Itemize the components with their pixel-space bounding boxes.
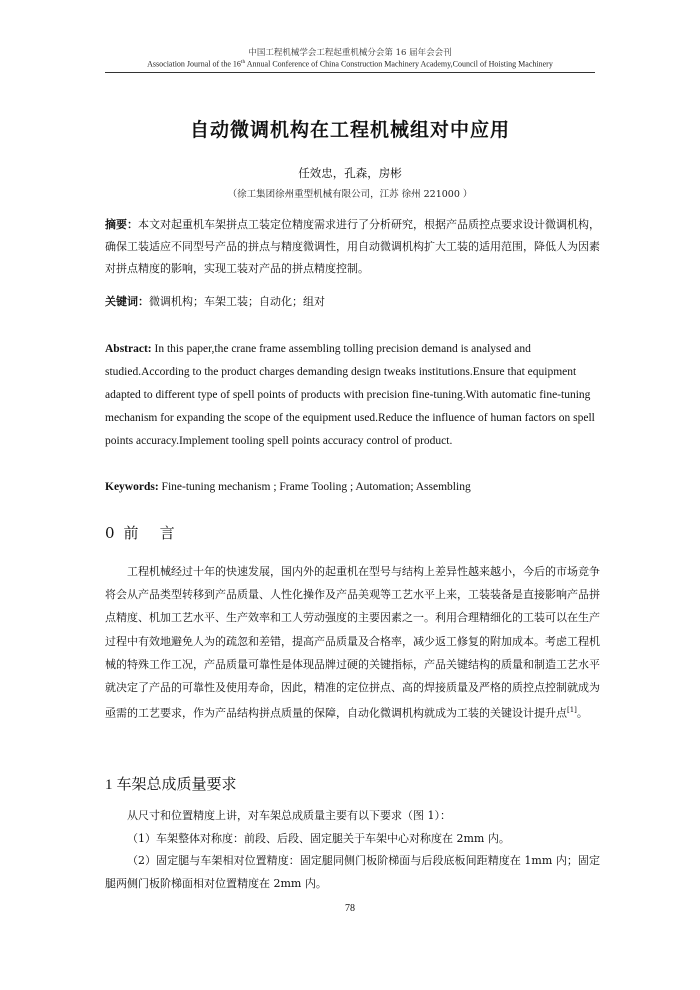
paper-title: 自动微调机构在工程机械组对中应用 <box>189 119 510 141</box>
section-1-paragraph-2: （1）车架整体对称度：前段、后段、固定腿关于车架中心对称度在 2mm 内。 <box>127 831 510 845</box>
section-1-paragraph-3: （2）固定腿与车架相对位置精度：固定腿同侧门板阶梯面与后段底板间距精度在 1mm 内；固定腿两侧门板阶梯面相对位置精度在 2mm 内。 <box>105 854 600 890</box>
keywords-chinese-text: 微调机构；车架工装；自动化；组对 <box>149 295 325 308</box>
citation-ref: [1] <box>567 706 577 715</box>
section-0-end: 。 <box>576 706 588 720</box>
section-0-body <box>105 560 600 725</box>
header-english-sup: th <box>240 59 246 65</box>
section-1-title: 车架总成质量要求 <box>116 775 237 793</box>
keywords-chinese-label: 关键词： <box>105 295 149 308</box>
abstract-chinese-text: 本文对起重机车架拼点工装定位精度需求进行了分析研究，根据产品质控点要求设计微调机构，确保工装适应不同型号产品的拼点与精度微调性，用自动微调机构扩大工装的适用范围，降低人为因素对拼点精度的影响，实现工装对产品的拼点精度控制。 <box>105 218 600 275</box>
abstract-chinese <box>105 214 600 280</box>
keywords-english-label: Keywords: <box>105 481 159 493</box>
section-1-heading <box>105 773 237 794</box>
journal-header-chinese: 中国工程机械学会工程起重机械分会第 16 届年会会刊 <box>248 48 452 58</box>
keywords-english-text: Fine-tuning mechanism ; Frame Tooling ; Automation; Assembling <box>158 481 471 493</box>
abstract-english-text: In this paper,the crane frame assembling tolling precision demand is analysed and studied.According to the product charges demanding design tweaks institutions.Ensure that equipment adapted to different type of spell points of products with precision fine-tuning.With automatic fine-tuning mechanism for expanding the scope of the equipment used.Reduce the influence of human factors on spell points accuracy.Implement tooling spell points accuracy control of product. <box>105 343 595 447</box>
paper-affiliation: （徐工集团徐州重型机械有限公司，江苏 徐州 221000 ） <box>227 189 473 200</box>
section-0-title-a: 前 <box>123 524 140 542</box>
section-1-body <box>105 805 600 895</box>
paper-authors: 任效忠，孔森，房彬 <box>298 166 402 180</box>
section-0-paragraph <box>105 560 600 725</box>
keywords-english <box>105 476 600 498</box>
page-number: 78 <box>345 903 355 914</box>
section-1-paragraph-1: 从尺寸和位置精度上讲，对车架总成质量主要有以下要求（图 1）： <box>127 809 451 822</box>
abstract-english-label: Abstract: <box>105 343 152 355</box>
keywords-chinese <box>105 291 600 313</box>
header-english-pre: Association Journal of the 16 <box>147 59 241 69</box>
header-rule <box>105 72 595 73</box>
abstract-chinese-label: 摘要： <box>105 218 138 231</box>
section-1-number: 1 <box>105 777 113 793</box>
abstract-english <box>105 338 600 453</box>
section-0-title-b: 言 <box>159 524 176 542</box>
journal-header-english <box>105 59 595 69</box>
header-english-post: Annual Conference of China Construction Machinery Academy,Council of Hoisting Machinery <box>245 59 553 69</box>
section-0-text: 工程机械经过十年的快速发展，国内外的起重机在型号与结构上差异性越来越小，今后的市场竞争将会从产品类型转移到产品质量、人性化操作及产品美观等工艺水平上来，工装装备是直接影响产品拼点精度、机加工艺水平、生产效率和工人劳动强度的主要因素之一。利用合理精细化的工装可以在生产过程中有效地避免人为的疏忽和差错，提高产品质量及合格率，减少返工修复的附加成本。考虑工程机械的特殊工作工况，产品质量可靠性是体现品牌过硬的关键指标，产品关键结构的质量和制造工艺水平就决定了产品的可靠性及使用寿命，因此，精准的定位拼点、高的焊接质量及严格的质控点控制就成为亟需的工艺要求，作为产品结构拼点质量的保障，自动化微调机构就成为工装的关键设计提升点 <box>105 565 600 720</box>
section-0-number: 0 <box>105 524 116 542</box>
section-0-heading <box>105 522 176 543</box>
